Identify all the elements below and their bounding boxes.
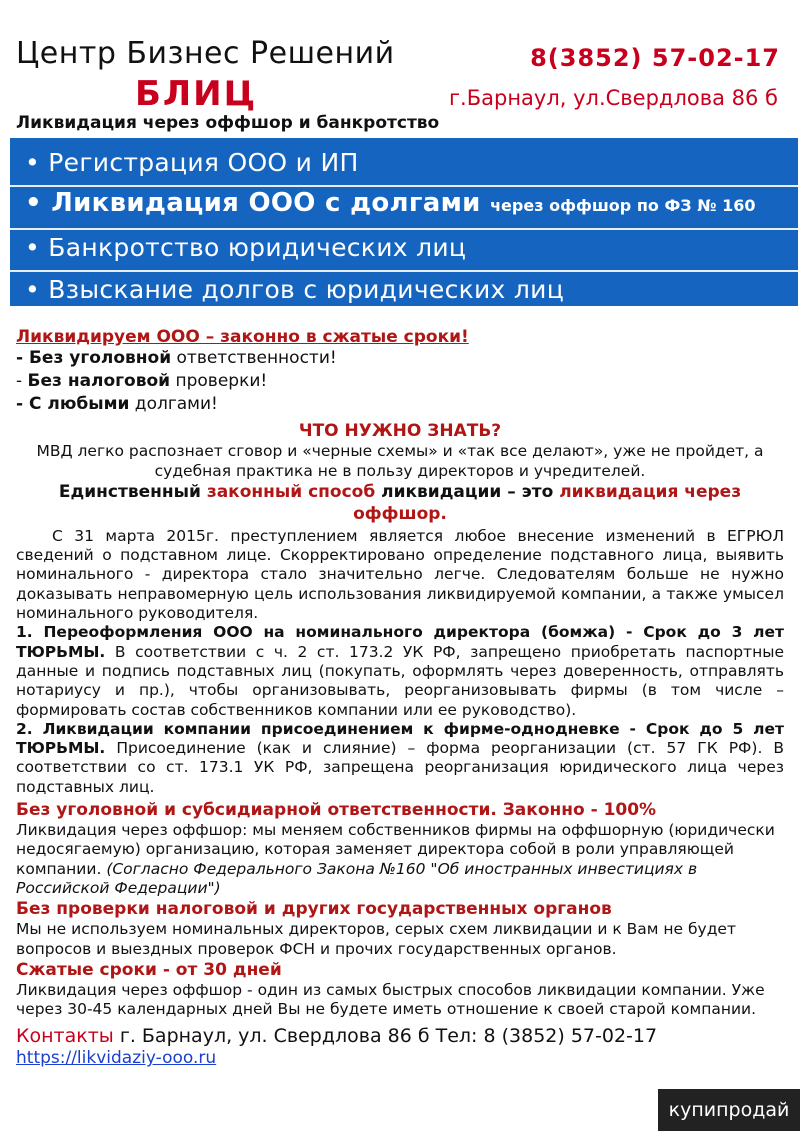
- header-title: Центр Бизнес Решений: [16, 36, 395, 71]
- intro-heading: Ликвидируем ООО – законно в сжатые сроки!: [16, 327, 469, 347]
- service-liquidation-label: • Ликвидация ООО с долгами: [25, 188, 481, 218]
- service-debt-collection: • Взыскание долгов с юридических лиц: [25, 275, 565, 304]
- section-2-heading: Без проверки налоговой и других государственных органов: [16, 899, 612, 920]
- body-paragraph-1: С 31 марта 2015г. преступлением является любое внесение изменений в ЕГРЮЛ сведений о подставном лице. Скорректировано определение подставного лица, выявить номинального - директора стало значительно легче. Следователям больше не нужно доказывать неправомерную цель использования ликвидируемой компании, а также умысел номинального руководителя.: [16, 526, 784, 623]
- main-content: [16, 328, 784, 1069]
- know-heading: ЧТО НУЖНО ЗНАТЬ?: [298, 421, 502, 442]
- brand-name: БЛИЦ: [135, 74, 258, 114]
- header-address: г.Барнаул, ул.Свердлова 86 б: [449, 86, 778, 110]
- only-way: Единственный законный способ ликвидации – это ликвидация через оффшор.: [58, 481, 742, 524]
- intro-line-1: - Без уголовной ответственности!: [16, 348, 337, 369]
- services-band: [10, 138, 798, 306]
- body-paragraph-2: 1. Переоформления ООО на номинального директора (бомжа) - Срок до 3 лет ТЮРЬМЫ. В соответствии с ч. 2 ст. 173.2 УК РФ, запрещено приобретать паспортные данные и подпись подставных лиц (покупать, оформлять через доверенность, отправлять нотариусу и пр.), чтобы организовывать, реорганизовывать фирмы (в том числе – формировать состав собственников компании или ее руководство).: [16, 623, 784, 719]
- header-phone[interactable]: 8(3852) 57-02-17: [530, 44, 780, 72]
- section-3-heading: Сжатые сроки - от 30 дней: [16, 959, 282, 980]
- service-bankruptcy: • Банкротство юридических лиц: [25, 233, 467, 262]
- website-link[interactable]: https://likvidaziy-ooo.ru: [16, 1048, 217, 1069]
- contacts-text: г. Барнаул, ул. Свердлова 86 б Тел: 8 (3852) 57-02-17: [113, 1025, 658, 1048]
- intro-line-2: - Без налоговой проверки!: [16, 371, 268, 392]
- service-registration: • Регистрация ООО и ИП: [25, 148, 359, 177]
- website-line: [16, 1049, 784, 1068]
- header-subtitle: Ликвидация через оффшор и банкротство: [16, 113, 440, 133]
- watermark-badge: купипродай: [658, 1089, 800, 1131]
- intro-line-3: - С любыми долгами!: [16, 394, 218, 415]
- know-text: МВД легко распознает сговор и «черные схемы» и «так все делают», уже не пройдет, а судебная практика не в пользу директоров и учредителей.: [36, 442, 764, 480]
- contacts-line: [16, 1023, 784, 1049]
- body-paragraph-3: 2. Ликвидации компании присоединением к фирме-однодневке - Срок до 5 лет ТЮРЬМЫ. Присоединение (как и слияние) – форма реорганизации (ст. 57 ГК РФ). В соответствии со ст. 173.1 УК РФ, запрещена реорганизация юридического лица через подставных лиц.: [16, 719, 784, 796]
- contacts-label: Контакты: [16, 1025, 114, 1048]
- section-1-text: Ликвидация через оффшор: мы меняем собственников фирмы на оффшорную (юридически недосягаемую) организацию, которая заменяет директора собой в роли управляющей компании. (Согласно Федерального Закона №160 "Об иностранных инвестициях в Российской Федерации"): [16, 821, 775, 897]
- section-1-heading: Без уголовной и субсидиарной ответственности. Законно - 100%: [16, 800, 657, 821]
- section-3-text: Ликвидация через оффшор - один из самых быстрых способов ликвидации компании. Уже через 30-45 календарных дней Вы не будете иметь отношение к своей старой компании.: [16, 980, 765, 1019]
- service-liquidation-note: через оффшор по ФЗ № 160: [490, 196, 756, 215]
- service-liquidation: [25, 188, 755, 218]
- section-2-text: Мы не используем номинальных директоров, серых схем ликвидации и к Вам не будет вопросов и выездных проверок ФСН и прочих государственных органов.: [16, 920, 736, 958]
